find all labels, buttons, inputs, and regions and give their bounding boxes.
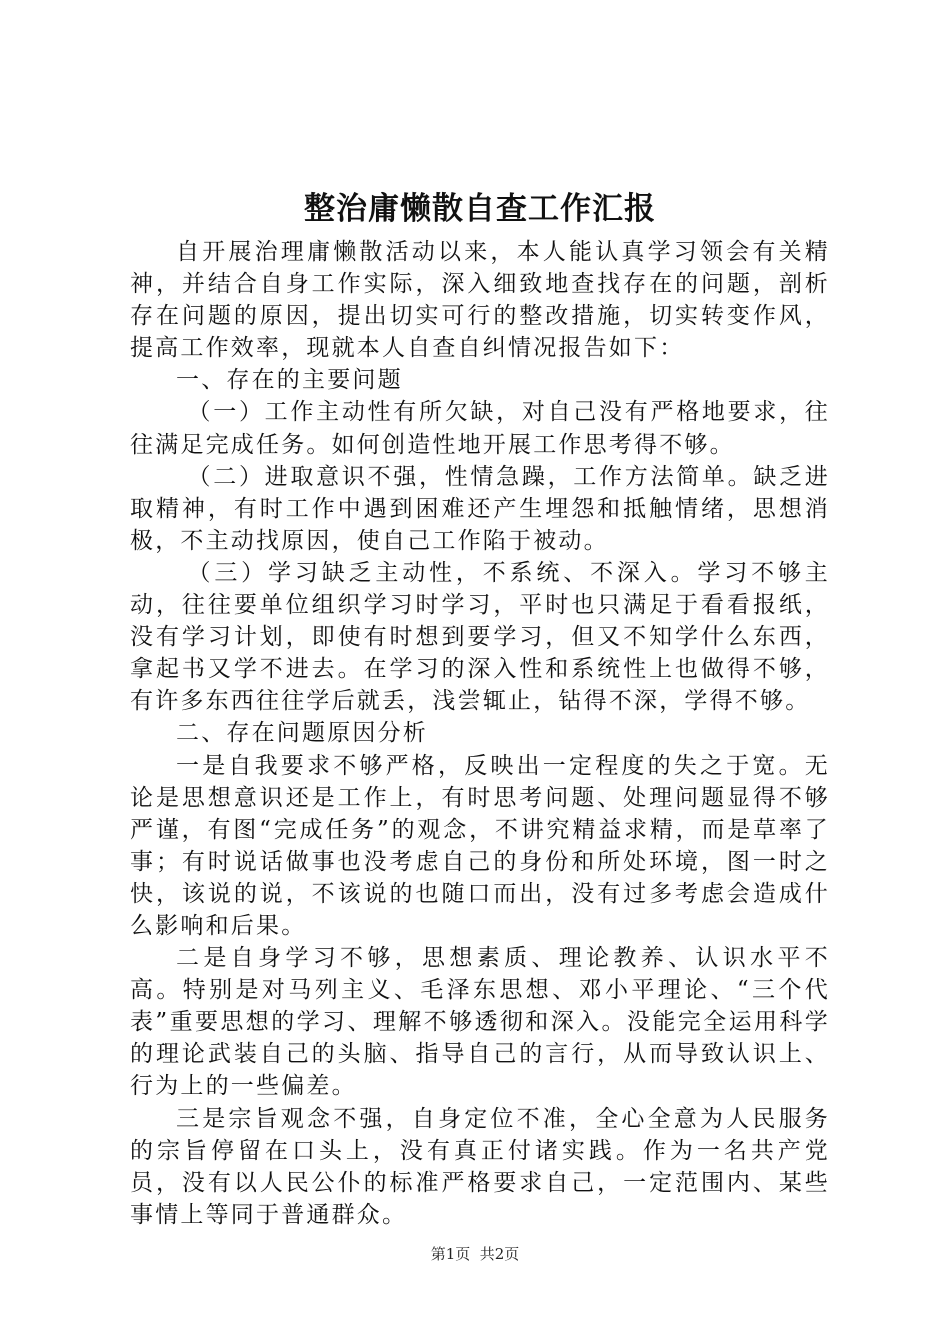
cause-paragraph-2: 二是自身学习不够，思想素质、理论教养、认识水平不高。特别是对马列主义、毛泽东思想、邓小平理论、“三个代表”重要思想的学习、理解不够透彻和深入。没能完全运用科学的理论武装自己的头脑、指导自己的言行，从而导致认识上、行为上的一些偏差。 bbox=[130, 945, 830, 1100]
problem-item-3: （三）学习缺乏主动性，不系统、不深入。学习不够主动，往往要单位组织学习时学习，平时也只满足于看看报纸，没有学习计划，即使有时想到要学习，但又不知学什么东西，拿起书又学不进去。在学习的深入性和系统性上也做得不够，有许多东西往往学后就丢，浅尝辄止，钻得不深，学得不够。 bbox=[130, 559, 830, 715]
document-title: 整治庸懒散自查工作汇报 bbox=[304, 191, 656, 227]
page-footer bbox=[0, 1242, 950, 1266]
intro-paragraph: 自开展治理庸懒散活动以来，本人能认真学习领会有关精神，并结合自身工作实际，深入细致地查找存在的问题，剖析存在问题的原因，提出切实可行的整改措施，切实转变作风，提高工作效率，现就本人自查自纠情况报告如下： bbox=[130, 239, 830, 362]
document-body bbox=[130, 236, 830, 1231]
problem-item-1: （一）工作主动性有所欠缺，对自己没有严格地要求，往往满足完成任务。如何创造性地开展工作思考得不够。 bbox=[130, 399, 830, 458]
page-number: 第1页 共2页 bbox=[430, 1245, 520, 1263]
cause-paragraph-3: 三是宗旨观念不强，自身定位不准，全心全意为人民服务的宗旨停留在口头上，没有真正付诸实践。作为一名共产党员，没有以人民公仆的标准严格要求自己，一定范围内、某些事情上等同于普通群众。 bbox=[130, 1105, 830, 1228]
problem-item-2: （二）进取意识不强，性情急躁，工作方法简单。缺乏进取精神，有时工作中遇到困难还产生埋怨和抵触情绪，思想消极，不主动找原因，使自己工作陷于被动。 bbox=[130, 463, 830, 554]
document-page bbox=[130, 0, 830, 1344]
cause-paragraph-1: 一是自我要求不够严格，反映出一定程度的失之于宽。无论是思想意识还是工作上，有时思考问题、处理问题显得不够严谨，有图“完成任务”的观念，不讲究精益求精，而是草率了事；有时说话做事也没考虑自己的身份和所处环境，图一时之快，该说的说，不该说的也随口而出，没有过多考虑会造成什么影响和后果。 bbox=[130, 752, 830, 939]
section-heading-main-problems: 一、存在的主要问题 bbox=[176, 367, 403, 394]
section-heading-cause-analysis: 二、存在问题原因分析 bbox=[176, 720, 428, 747]
